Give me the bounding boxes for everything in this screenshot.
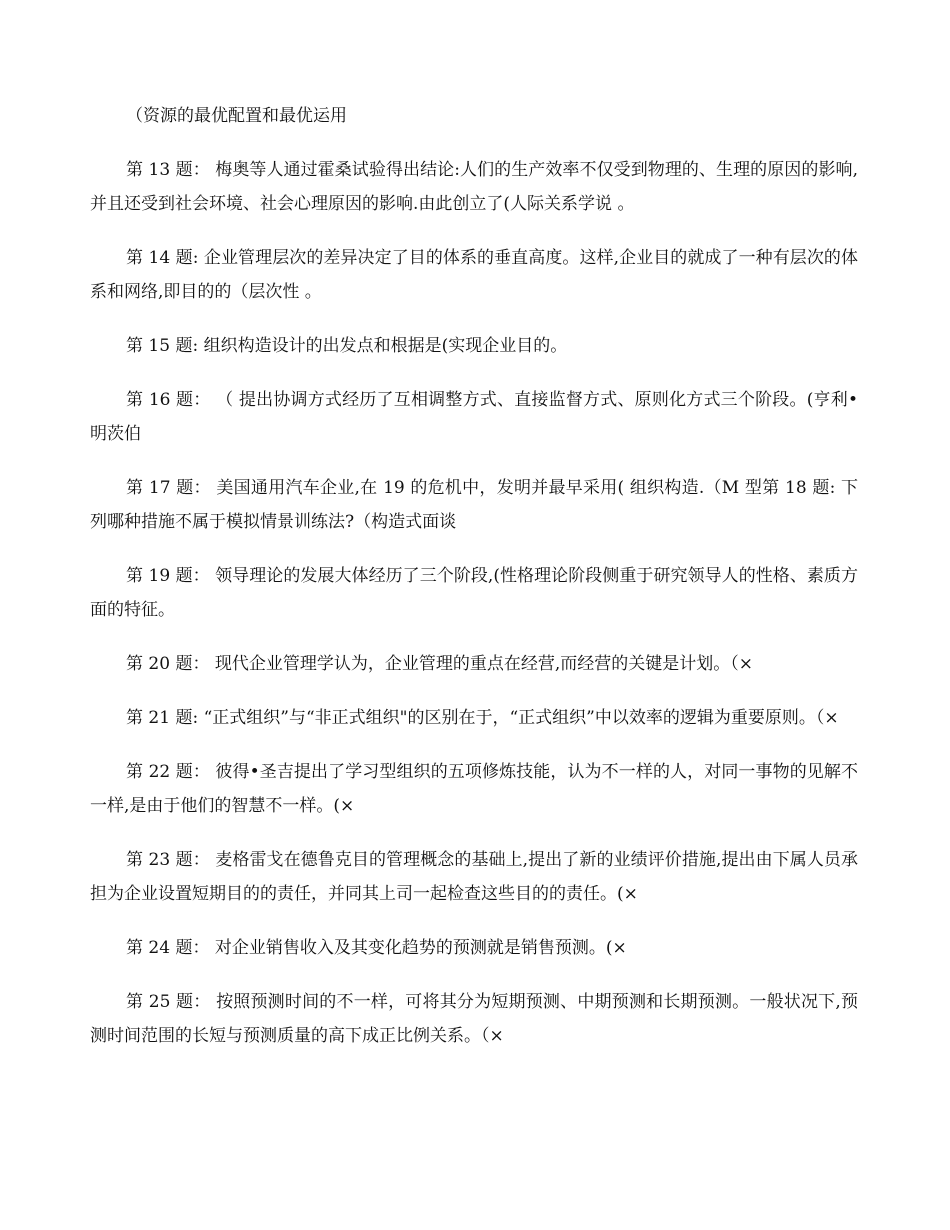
paragraph-answer-12: （资源的最优配置和最优运用 bbox=[126, 106, 347, 126]
paragraph-question-20: 第 20 题： 现代企业管理学认为，企业管理的重点在经营,而经营的关键是计划。（× bbox=[126, 654, 753, 674]
paragraph-question-23: 第 23 题： 麦格雷戈在德鲁克目的管理概念的基础上,提出了新的业绩评价措施,提出由下属人员承担为企业设置短期目的的责任，并同其上司一起检查这些目的的责任。(× bbox=[90, 850, 858, 904]
paragraph-question-25: 第 25 题： 按照预测时间的不一样，可将其分为短期预测、中期预测和长期预测。一般状况下,预测时间范围的长短与预测质量的高下成正比例关系。（× bbox=[90, 992, 858, 1046]
paragraph-question-19: 第 19 题： 领导理论的发展大体经历了三个阶段,(性格理论阶段侧重于研究领导人的性格、素质方面的特征。 bbox=[90, 566, 858, 620]
paragraph-question-21: 第 21 题: “正式组织”与“非正式组织"的区别在于，“正式组织”中以效率的逻辑为重要原则。（× bbox=[126, 708, 839, 728]
paragraph-question-16: 第 16 题： （ 提出协调方式经历了互相调整方式、直接监督方式、原则化方式三个阶段。(亨利•明茨伯 bbox=[90, 390, 858, 444]
paragraph-question-17-18: 第 17 题： 美国通用汽车企业,在 19 的危机中，发明并最早采用( 组织构造.（M 型第 18 题: 下列哪种措施不属于模拟情景训练法?（构造式面谈 bbox=[90, 478, 858, 532]
paragraph-question-13: 第 13 题： 梅奥等人通过霍桑试验得出结论:人们的生产效率不仅受到物理的、生理的原因的影响,并且还受到社会环境、社会心理原因的影响.由此创立了(人际关系学说 。 bbox=[90, 160, 858, 214]
paragraph-question-14: 第 14 题: 企业管理层次的差异决定了目的体系的垂直高度。这样,企业目的就成了一种有层次的体系和网络,即目的的（层次性 。 bbox=[90, 248, 858, 302]
paragraph-question-24: 第 24 题： 对企业销售收入及其变化趋势的预测就是销售预测。(× bbox=[126, 938, 627, 958]
paragraph-question-15: 第 15 题: 组织构造设计的出发点和根据是(实现企业目的。 bbox=[126, 336, 568, 356]
paragraph-question-22: 第 22 题： 彼得•圣吉提出了学习型组织的五项修炼技能，认为不一样的人，对同一事物的见解不一样,是由于他们的智慧不一样。(× bbox=[90, 762, 858, 816]
